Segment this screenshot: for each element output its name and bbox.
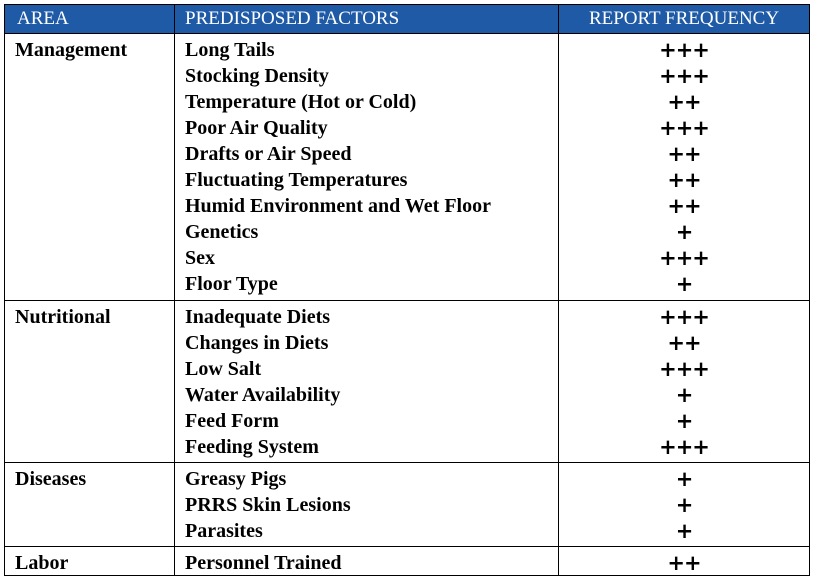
factor-cell: Changes in Diets [185,332,329,354]
factor-cell: Sex [185,247,215,269]
frequency-cell: +++ [659,246,709,270]
factor-cell: Genetics [185,221,259,243]
table-header [5,5,809,33]
factor-cell: Humid Environment and Wet Floor [185,195,491,217]
frequency-list [559,301,809,462]
factor-cell: Long Tails [185,39,275,61]
header-factors: PREDISPOSED FACTORS [175,5,559,33]
area-label: Diseases [5,463,175,546]
group-diseases [5,462,809,546]
header-area: AREA [5,5,175,33]
predisposed-factors-table [4,4,810,576]
frequency-cell: +++ [659,357,709,381]
frequency-cell: + [675,519,693,543]
frequency-cell: +++ [659,116,709,140]
factor-cell: Water Availability [185,384,341,406]
factor-cell: PRRS Skin Lesions [185,494,351,516]
frequency-cell: ++ [667,90,701,114]
factor-cell: Feed Form [185,410,279,432]
factor-cell: Parasites [185,520,263,542]
frequency-cell: + [675,272,693,296]
group-labor [5,546,809,576]
frequency-cell: +++ [659,64,709,88]
factor-cell: Drafts or Air Speed [185,143,352,165]
frequency-list [559,34,809,300]
group-nutritional [5,300,809,462]
area-label: Labor [5,547,175,576]
frequency-cell: +++ [659,305,709,329]
frequency-cell: ++ [667,331,701,355]
factor-cell: Inadequate Diets [185,306,331,328]
factor-cell: Low Salt [185,358,262,380]
frequency-cell: ++ [667,551,701,575]
frequency-list [559,547,809,576]
frequency-cell: + [675,467,693,491]
factor-cell: Personnel Trained [185,552,342,574]
area-label: Nutritional [5,301,175,462]
frequency-cell: +++ [659,38,709,62]
factor-list [175,301,559,462]
frequency-cell: ++ [667,142,701,166]
factor-list [175,463,559,546]
frequency-list [559,463,809,546]
frequency-cell: ++ [667,168,701,192]
area-label: Management [5,34,175,300]
factor-list [175,547,559,576]
factor-cell: Poor Air Quality [185,117,328,139]
factor-cell: Stocking Density [185,65,329,87]
factor-cell: Feeding System [185,436,319,458]
frequency-cell: +++ [659,435,709,459]
factor-list [175,34,559,300]
frequency-cell: + [675,493,693,517]
factor-cell: Greasy Pigs [185,468,287,490]
frequency-cell: ++ [667,194,701,218]
factor-cell: Floor Type [185,273,278,295]
factor-cell: Fluctuating Temperatures [185,169,408,191]
frequency-cell: + [675,409,693,433]
header-frequency: REPORT FREQUENCY [588,8,780,29]
frequency-cell: + [675,220,693,244]
group-management [5,33,809,300]
factor-cell: Temperature (Hot or Cold) [185,91,417,113]
frequency-cell: + [675,383,693,407]
